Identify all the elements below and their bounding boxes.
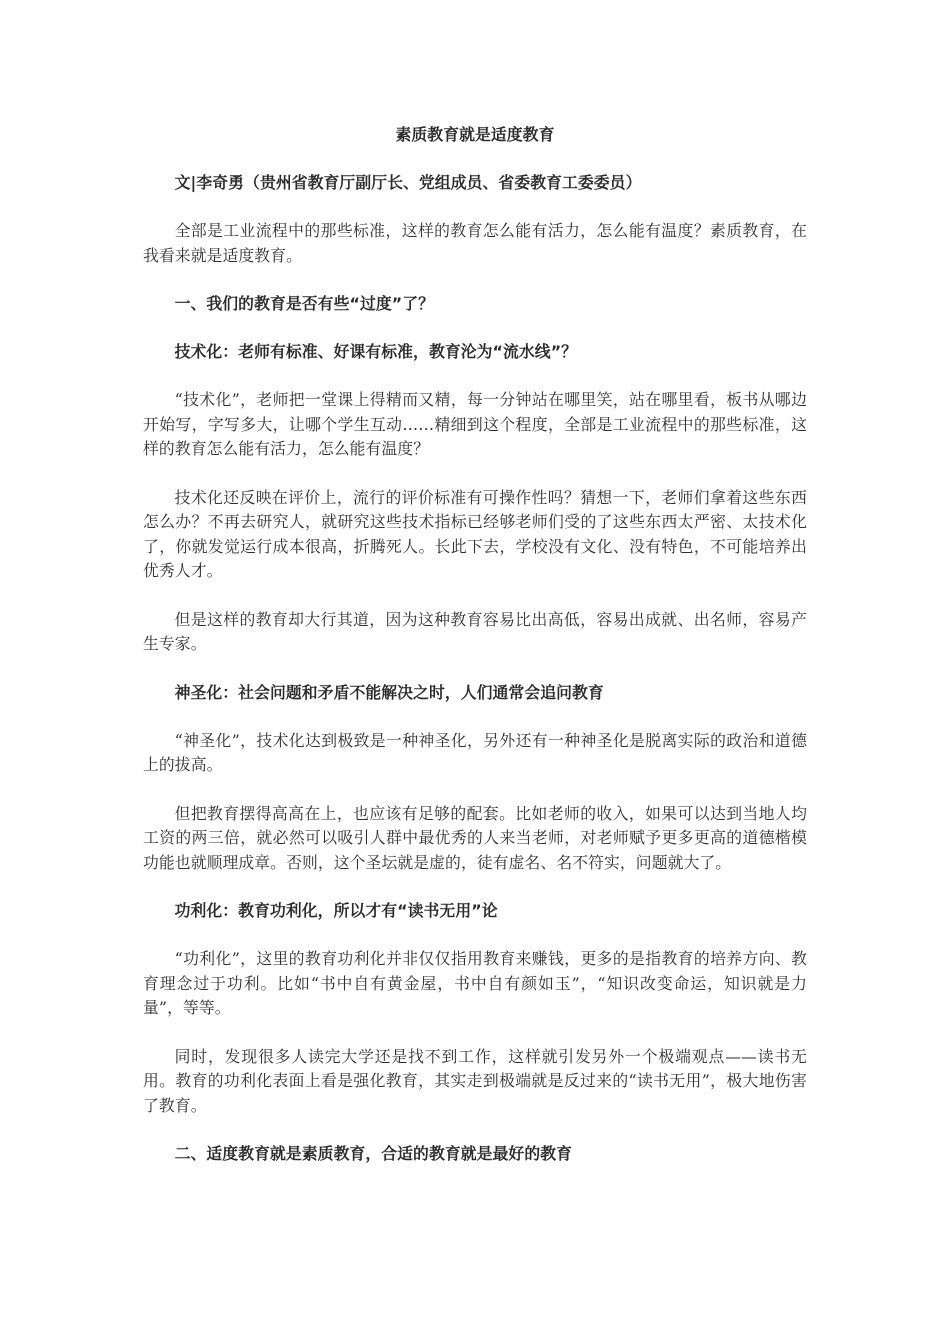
paragraph: “神圣化”，技术化达到极致是一种神圣化，另外还有一种神圣化是脱离实际的政治和道德上的拔高。 bbox=[143, 730, 807, 774]
paragraph: “功利化”，这里的教育功利化并非仅仅指用教育来赚钱，更多的是指教育的培养方向、教育理念过于功利。比如“书中自有黄金屋，书中自有颜如玉”，“知识改变命运，知识就是力量”，等等。 bbox=[143, 949, 807, 1017]
byline: 文|李奇勇（贵州省教育厅副厅长、党组成员、省委教育工委委员） bbox=[174, 173, 642, 192]
section-heading: 一、我们的教育是否有些“过度”了？ bbox=[174, 294, 435, 313]
document-title: 素质教育就是适度教育 bbox=[395, 125, 555, 144]
paragraph: “技术化”，老师把一堂课上得精而又精，每一分钟站在哪里笑，站在哪里看，板书从哪边开始写，字写多大，让哪个学生互动……精细到这个程度，全部是工业流程中的那些标准，这样的教育怎么能有活力，怎么能有温度？ bbox=[143, 390, 807, 458]
document-body bbox=[143, 123, 807, 1190]
subsection-heading: 神圣化：社会问题和矛盾不能解决之时，人们通常会追问教育 bbox=[174, 682, 604, 702]
section-heading: 二、适度教育就是素质教育，合适的教育就是最好的教育 bbox=[174, 1144, 573, 1163]
paragraph: 同时，发现很多人读完大学还是找不到工作，这样就引发另外一个极端观点——读书无用。教育的功利化表面上看是强化教育，其实走到极端就是反过来的“读书无用”，极大地伤害了教育。 bbox=[143, 1046, 807, 1115]
paragraph: 但把教育摆得高高在上，也应该有足够的配套。比如老师的收入，如果可以达到当地人均工资的两三倍，就必然可以吸引人群中最优秀的人来当老师，对老师赋予更多更高的道德楷模功能也就顺理成章。否则，这个圣坛就是虚的，徒有虚名、名不符实，问题就大了。 bbox=[143, 803, 807, 872]
subsection-heading: 功利化：教育功利化，所以才有“读书无用”论 bbox=[174, 901, 498, 920]
subsection-heading: 技术化：老师有标准、好课有标准，教育沦为“流水线”？ bbox=[174, 342, 578, 361]
paragraph: 全部是工业流程中的那些标准，这样的教育怎么能有活力，怎么能有温度？素质教育，在我看来就是适度教育。 bbox=[143, 221, 807, 265]
paragraph: 技术化还反映在评价上，流行的评价标准有可操作性吗？猜想一下，老师们拿着这些东西怎么办？不再去研究人，就研究这些技术指标已经够老师们受的了这些东西太严密、太技术化了，你就发觉运行成本很高，折腾死人。长此下去，学校没有文化、没有特色，不可能培养出优秀人才。 bbox=[143, 487, 807, 580]
paragraph: 但是这样的教育却大行其道，因为这种教育容易比出高低，容易出成就、出名师，容易产生专家。 bbox=[143, 609, 807, 653]
